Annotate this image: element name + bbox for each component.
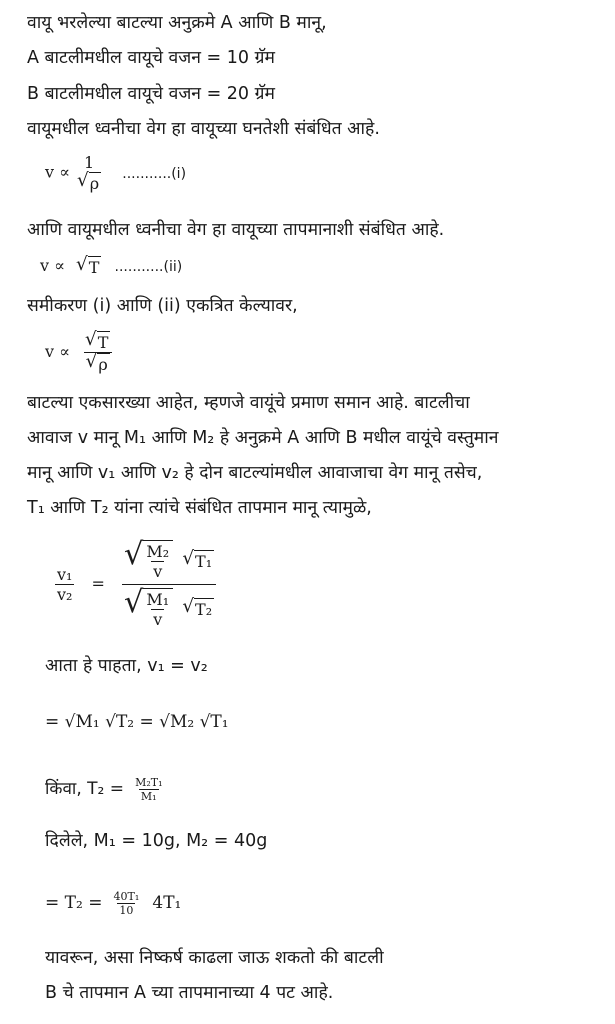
sqrt-t-over-sqrt-rho: √ T √ ρ bbox=[83, 331, 112, 374]
equation-ii: v ∝ √ T ...........(ii) bbox=[40, 254, 183, 277]
paragraph-line-4: T₁ आणि T₂ यांना त्यांचे संबंधित तापमान मानू त्यामुळे, bbox=[27, 498, 372, 518]
weight-b-line: B बाटलीमधील वायूचे वजन = 20 ग्रॅम bbox=[27, 84, 275, 104]
equation-label-ii: ...........(ii) bbox=[114, 259, 183, 275]
sqrt-equality-line: = √M₁ √T₂ = √M₂ √T₁ bbox=[45, 712, 229, 732]
fraction-numerator: 1 bbox=[84, 153, 95, 172]
sqrt-mass-temperature-ratio: √ $\frac{\text{M₂}}{v}$ √ T₁ √ $\frac{\text{M₁}}{v}$ √ T₂ bbox=[122, 540, 216, 629]
weight-a-line: A बाटलीमधील वायूचे वजन = 10 ग्रॅम bbox=[27, 48, 275, 68]
v1-over-v2: $\frac{\text{v₁}}{\text{v₂}}$ bbox=[57, 565, 73, 604]
given-values-line: दिलेले, M₁ = 10g, M₂ = 40g bbox=[45, 831, 268, 851]
sqrt-t: √ T bbox=[76, 254, 100, 277]
t2-result: = T₂ = $\frac{\text{40T₁}}{10}$ 4T₁ bbox=[45, 890, 182, 917]
v-prop-symbol: v ∝ bbox=[45, 162, 70, 182]
equal-velocity-line: आता हे पाहता, v₁ = v₂ bbox=[45, 656, 208, 676]
temperature-relation-line: आणि वायूमधील ध्वनीचा वेग हा वायूच्या तापमानाशी संबंधित आहे. bbox=[27, 220, 445, 240]
equation-combined: v ∝ √ T √ ρ bbox=[45, 331, 112, 374]
density-relation-line: वायूमधील ध्वनीचा वेग हा वायूच्या घनतेशी संबंधित आहे. bbox=[27, 119, 380, 139]
sqrt-rho: √ ρ bbox=[77, 170, 100, 193]
40t1-over-10: $\frac{\text{40T₁}}{10}$ bbox=[113, 890, 140, 917]
inverse-sqrt-rho-fraction bbox=[75, 153, 103, 193]
t2-formula: किंवा, T₂ = $\frac{\text{M₂T₁}}{\text{M₁}}$ bbox=[45, 776, 163, 803]
conclusion-line-2: B चे तापमान A च्या तापमानाच्या 4 पट आहे. bbox=[45, 983, 334, 1003]
combine-line: समीकरण (i) आणि (ii) एकत्रित केल्यावर, bbox=[27, 296, 298, 316]
paragraph-line-1: बाटल्या एकसारख्या आहेत, म्हणजे वायूंचे प्रमाण समान आहे. बाटलीचा bbox=[27, 393, 470, 413]
paragraph-line-2: आवाज v मानू M₁ आणि M₂ हे अनुक्रमे A आणि B मधील वायूंचे वस्तुमान bbox=[27, 428, 499, 448]
velocity-ratio-equation: $\frac{\text{v₁}}{\text{v₂}}$ = √ $\frac{\text{M₂}}{v}$ √ T₁ √ $\frac{\text{M₁}}{v}$ √ T₂ bbox=[55, 540, 216, 629]
paragraph-line-3: मानू आणि v₁ आणि v₂ हे दोन बाटल्यांमधील आवाजाचा वेग मानू तसेच, bbox=[27, 463, 483, 483]
conclusion-line-1: यावरून, असा निष्कर्ष काढला जाऊ शकतो की बाटली bbox=[45, 948, 384, 968]
m2t1-over-m1: $\frac{\text{M₂T₁}}{\text{M₁}}$ bbox=[135, 776, 163, 803]
intro-line: वायू भरलेल्या बाटल्या अनुक्रमे A आणि B मानू, bbox=[27, 13, 327, 33]
equation-i bbox=[45, 153, 186, 193]
equation-label-i: ...........(i) bbox=[122, 165, 187, 182]
